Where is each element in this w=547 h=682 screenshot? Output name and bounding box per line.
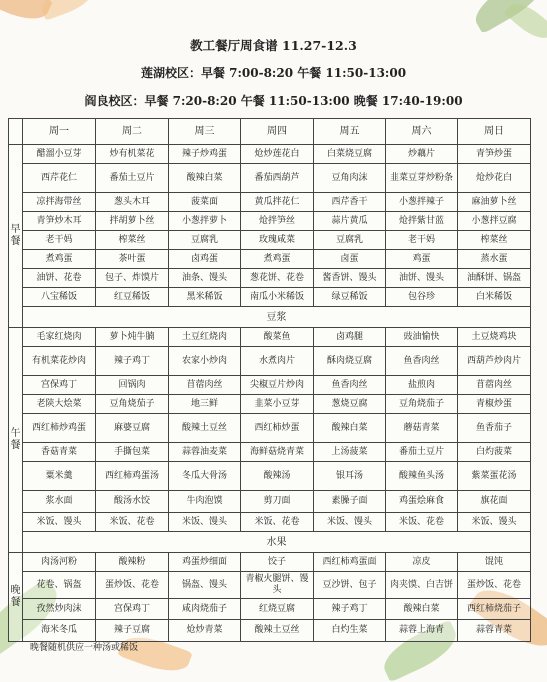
dish-cell: 番茄西葫芦 bbox=[241, 164, 314, 193]
dish-cell: 油饼、馒头 bbox=[386, 269, 458, 288]
dish-cell: 咸肉烧茄子 bbox=[169, 599, 241, 620]
dish-cell: 青椒炒蛋 bbox=[458, 395, 531, 414]
dish-cell: 青笋炒蛋 bbox=[458, 145, 531, 164]
dish-cell: 西芹花仁 bbox=[23, 164, 96, 193]
dish-cell: 青笋炒木耳 bbox=[23, 212, 96, 231]
dish-cell: 酸辣白菜 bbox=[169, 164, 241, 193]
breakfast-row bbox=[9, 231, 531, 250]
lunch-row bbox=[9, 328, 531, 347]
leaf-decoration bbox=[38, 0, 98, 21]
lunch-row bbox=[9, 513, 531, 532]
dish-cell: 孜然炒肉沫 bbox=[23, 599, 96, 620]
dish-cell: 米饭、花卷 bbox=[241, 513, 314, 532]
dish-cell: 韭菜豆芽炒粉条 bbox=[386, 164, 458, 193]
lunch-row bbox=[9, 491, 531, 513]
dish-cell: 青椒火腿饼、馒头 bbox=[241, 572, 314, 599]
dish-cell: 冬瓜大骨汤 bbox=[169, 462, 241, 491]
dish-cell: 萝卜炖牛腩 bbox=[96, 328, 169, 347]
dinner-row bbox=[9, 572, 531, 599]
breakfast-label: 早餐 bbox=[9, 145, 23, 328]
dish-cell: 西红柿炒鸡蛋 bbox=[23, 414, 96, 443]
breakfast-row bbox=[9, 250, 531, 269]
dish-cell: 苜蓿肉丝 bbox=[169, 376, 241, 395]
dish-cell: 米饭、馒头 bbox=[458, 513, 531, 532]
dinner-label: 晚餐 bbox=[9, 553, 23, 642]
dish-cell: 鱼香肉丝 bbox=[386, 347, 458, 376]
dish-cell: 南瓜小米稀饭 bbox=[241, 288, 314, 307]
dish-cell: 豉油愉快 bbox=[386, 328, 458, 347]
dish-cell: 麻油萝卜丝 bbox=[458, 193, 531, 212]
dish-cell: 炝拌紫甘蓝 bbox=[386, 212, 458, 231]
lunch-label: 午餐 bbox=[9, 328, 23, 553]
dish-cell: 辣子炒鸡蛋 bbox=[169, 145, 241, 164]
dish-cell: 辣子豆腐 bbox=[96, 620, 169, 642]
table-header-row bbox=[9, 119, 531, 145]
corner-cell bbox=[9, 119, 23, 145]
dish-cell: 银耳汤 bbox=[314, 462, 386, 491]
dish-cell: 紫菜蛋花汤 bbox=[458, 462, 531, 491]
day-header: 周日 bbox=[458, 119, 531, 145]
dish-cell: 豆腐乳 bbox=[314, 231, 386, 250]
dish-cell: 蒜片黄瓜 bbox=[314, 212, 386, 231]
dish-cell: 馄饨 bbox=[458, 553, 531, 572]
dish-cell: 酱香饼、馒头 bbox=[314, 269, 386, 288]
lunch-row bbox=[9, 376, 531, 395]
dish-cell: 凉拌海带丝 bbox=[23, 193, 96, 212]
breakfast-row bbox=[9, 288, 531, 307]
dish-cell: 韭菜小豆芽 bbox=[241, 395, 314, 414]
dish-cell: 盐煎肉 bbox=[386, 376, 458, 395]
dish-cell: 鱼香茄子 bbox=[458, 414, 531, 443]
dish-cell: 土豆红烧肉 bbox=[169, 328, 241, 347]
dish-cell: 手撕包菜 bbox=[96, 443, 169, 462]
dish-cell: 西红柿烧茄子 bbox=[458, 599, 531, 620]
dish-cell: 绿豆稀饭 bbox=[314, 288, 386, 307]
dish-cell: 油酥饼、锅盔 bbox=[458, 269, 531, 288]
dish-cell: 素臊子面 bbox=[314, 491, 386, 513]
dish-cell: 榨菜丝 bbox=[96, 231, 169, 250]
dish-cell: 西葫芦炒肉片 bbox=[458, 347, 531, 376]
dish-cell: 葱头木耳 bbox=[96, 193, 169, 212]
campus-yanliang-hours: 阎良校区：早餐 7:20-8:20 午餐 11:50-13:00 晚餐 17:40-19:00 bbox=[84, 94, 463, 108]
lunch-row bbox=[9, 462, 531, 491]
dish-cell: 麻婆豆腐 bbox=[96, 414, 169, 443]
dish-cell: 辣子鸡丁 bbox=[314, 599, 386, 620]
dish-cell: 毛家红烧肉 bbox=[23, 328, 96, 347]
dish-cell: 蛋炒饭、花卷 bbox=[96, 572, 169, 599]
dish-cell: 宫保鸡丁 bbox=[96, 599, 169, 620]
header bbox=[0, 34, 547, 114]
dish-cell: 浆水面 bbox=[23, 491, 96, 513]
dish-cell: 八宝稀饭 bbox=[23, 288, 96, 307]
dish-cell: 土豆烧鸡块 bbox=[458, 328, 531, 347]
dish-cell: 酸辣白菜 bbox=[386, 599, 458, 620]
dish-cell: 菠菜面 bbox=[169, 193, 241, 212]
dish-cell: 白灼生菜 bbox=[314, 620, 386, 642]
weekly-menu-table bbox=[8, 118, 531, 642]
dish-cell: 海米冬瓜 bbox=[23, 620, 96, 642]
dish-cell: 老干妈 bbox=[386, 231, 458, 250]
dish-cell: 玫瑰咸菜 bbox=[241, 231, 314, 250]
breakfast-row bbox=[9, 145, 531, 164]
dish-cell: 炝炒莲花白 bbox=[241, 145, 314, 164]
dish-cell: 蘑菇青菜 bbox=[386, 414, 458, 443]
dish-cell: 炒藕片 bbox=[386, 145, 458, 164]
dish-cell: 鸡蛋 bbox=[386, 250, 458, 269]
dish-cell: 辣子鸡丁 bbox=[96, 347, 169, 376]
drink-cell: 豆浆 bbox=[23, 307, 531, 328]
dish-cell: 米饭、馒头 bbox=[169, 513, 241, 532]
dish-cell: 卤鸡蛋 bbox=[169, 250, 241, 269]
dish-cell: 煮鸡蛋 bbox=[241, 250, 314, 269]
dish-cell: 包谷珍 bbox=[386, 288, 458, 307]
lunch-row bbox=[9, 395, 531, 414]
dish-cell: 白米稀饭 bbox=[458, 288, 531, 307]
dish-cell: 西红柿鸡蛋面 bbox=[314, 553, 386, 572]
dish-cell: 葱花饼、花卷 bbox=[241, 269, 314, 288]
dish-cell: 鸡蛋烩麻食 bbox=[386, 491, 458, 513]
dish-cell: 豆腐乳 bbox=[169, 231, 241, 250]
dish-cell: 红豆稀饭 bbox=[96, 288, 169, 307]
dish-cell: 葱烧豆腐 bbox=[314, 395, 386, 414]
dish-cell: 西芹香干 bbox=[314, 193, 386, 212]
dinner-row bbox=[9, 553, 531, 572]
dish-cell: 榨菜丝 bbox=[458, 231, 531, 250]
fruit-row bbox=[9, 532, 531, 553]
dish-cell: 蒜蓉青菜 bbox=[458, 620, 531, 642]
dish-cell: 煮鸡蛋 bbox=[23, 250, 96, 269]
dish-cell: 油饼、花卷 bbox=[23, 269, 96, 288]
dish-cell: 酸辣土豆丝 bbox=[169, 414, 241, 443]
breakfast-row bbox=[9, 212, 531, 231]
day-header: 周六 bbox=[386, 119, 458, 145]
dish-cell: 黑米稀饭 bbox=[169, 288, 241, 307]
dish-cell: 水煮肉片 bbox=[241, 347, 314, 376]
dish-cell: 醋溜小豆芽 bbox=[23, 145, 96, 164]
dish-cell: 小葱拌豆腐 bbox=[458, 212, 531, 231]
dish-cell: 酸辣粉 bbox=[96, 553, 169, 572]
dish-cell: 米饭、花卷 bbox=[386, 513, 458, 532]
dish-cell: 番茄土豆片 bbox=[386, 443, 458, 462]
drink-row bbox=[9, 307, 531, 328]
dish-cell: 拌胡萝卜丝 bbox=[96, 212, 169, 231]
dish-cell: 香菇青菜 bbox=[23, 443, 96, 462]
dish-cell: 红烧豆腐 bbox=[241, 599, 314, 620]
menu-title: 教工餐厅周食谱 11.27-12.3 bbox=[190, 38, 357, 53]
dish-cell: 酥肉烧豆腐 bbox=[314, 347, 386, 376]
dish-cell: 卤鸡腿 bbox=[314, 328, 386, 347]
fruit-cell: 水果 bbox=[23, 532, 531, 553]
dish-cell: 白菜烧豆腐 bbox=[314, 145, 386, 164]
dish-cell: 蒸水蛋 bbox=[458, 250, 531, 269]
day-header: 周四 bbox=[241, 119, 314, 145]
dish-cell: 黄瓜拌花仁 bbox=[241, 193, 314, 212]
dish-cell: 豆角烧茄子 bbox=[96, 395, 169, 414]
campus-lianhu-hours: 莲湖校区：早餐 7:00-8:20 午餐 11:50-13:00 bbox=[140, 66, 407, 80]
dish-cell: 凉皮 bbox=[386, 553, 458, 572]
lunch-row bbox=[9, 414, 531, 443]
dish-cell: 鸡蛋炒细面 bbox=[169, 553, 241, 572]
dish-cell: 宫保鸡丁 bbox=[23, 376, 96, 395]
dish-cell: 炝拌笋丝 bbox=[241, 212, 314, 231]
dish-cell: 包子、炸馍片 bbox=[96, 269, 169, 288]
breakfast-row bbox=[9, 269, 531, 288]
dinner-row bbox=[9, 620, 531, 642]
day-header: 周五 bbox=[314, 119, 386, 145]
dish-cell: 米饭、馒头 bbox=[314, 513, 386, 532]
dish-cell: 鱼香肉丝 bbox=[314, 376, 386, 395]
footnote: 晚餐随机供应一种汤或稀饭 bbox=[30, 643, 139, 653]
dish-cell: 牛肉泡馍 bbox=[169, 491, 241, 513]
dish-cell: 蛋炒饭、花卷 bbox=[458, 572, 531, 599]
breakfast-row bbox=[9, 164, 531, 193]
dish-cell: 米饭、花卷 bbox=[96, 513, 169, 532]
dish-cell: 回锅肉 bbox=[96, 376, 169, 395]
dish-cell: 西红柿鸡蛋汤 bbox=[96, 462, 169, 491]
dish-cell: 酸辣鱼头汤 bbox=[386, 462, 458, 491]
dish-cell: 苜蓿肉丝 bbox=[458, 376, 531, 395]
dish-cell: 小葱拌萝卜 bbox=[169, 212, 241, 231]
dish-cell: 炒有机菜花 bbox=[96, 145, 169, 164]
breakfast-row bbox=[9, 193, 531, 212]
dish-cell: 饺子 bbox=[241, 553, 314, 572]
day-header: 周一 bbox=[23, 119, 96, 145]
dish-cell: 豆沙饼、包子 bbox=[314, 572, 386, 599]
dish-cell: 花卷、锅盔 bbox=[23, 572, 96, 599]
dish-cell: 米饭、馒头 bbox=[23, 513, 96, 532]
dish-cell: 豆角肉沫 bbox=[314, 164, 386, 193]
dish-cell: 锅盔、馒头 bbox=[169, 572, 241, 599]
dish-cell: 有机菜花炒肉 bbox=[23, 347, 96, 376]
dish-cell: 炝炒花白 bbox=[458, 164, 531, 193]
dish-cell: 老陕大烩菜 bbox=[23, 395, 96, 414]
dish-cell: 酸辣土豆丝 bbox=[241, 620, 314, 642]
dish-cell: 炝炒青菜 bbox=[169, 620, 241, 642]
dish-cell: 卤蛋 bbox=[314, 250, 386, 269]
dish-cell: 尖椒豆片炒肉 bbox=[241, 376, 314, 395]
dish-cell: 酸汤水饺 bbox=[96, 491, 169, 513]
dish-cell: 白灼菠菜 bbox=[458, 443, 531, 462]
lunch-row bbox=[9, 443, 531, 462]
dish-cell: 肉汤河粉 bbox=[23, 553, 96, 572]
dish-cell: 农家小炒肉 bbox=[169, 347, 241, 376]
dish-cell: 剪刀面 bbox=[241, 491, 314, 513]
dish-cell: 蒜蓉油麦菜 bbox=[169, 443, 241, 462]
dish-cell: 豆角烧茄子 bbox=[386, 395, 458, 414]
dish-cell: 番茄土豆片 bbox=[96, 164, 169, 193]
day-header: 周二 bbox=[96, 119, 169, 145]
dish-cell: 茶叶蛋 bbox=[96, 250, 169, 269]
dish-cell: 西红柿炒蛋 bbox=[241, 414, 314, 443]
dinner-row bbox=[9, 599, 531, 620]
dish-cell: 上汤菠菜 bbox=[314, 443, 386, 462]
dish-cell: 旗花面 bbox=[458, 491, 531, 513]
dish-cell: 油条、馒头 bbox=[169, 269, 241, 288]
lunch-row bbox=[9, 347, 531, 376]
dish-cell: 蒜蓉上海青 bbox=[386, 620, 458, 642]
dish-cell: 肉夹馍、白吉饼 bbox=[386, 572, 458, 599]
dish-cell: 酸辣汤 bbox=[241, 462, 314, 491]
day-header: 周三 bbox=[169, 119, 241, 145]
dish-cell: 酸辣白菜 bbox=[314, 414, 386, 443]
dish-cell: 酸菜鱼 bbox=[241, 328, 314, 347]
dish-cell: 粟米羹 bbox=[23, 462, 96, 491]
dish-cell: 老干妈 bbox=[23, 231, 96, 250]
dish-cell: 小葱拌辣子 bbox=[386, 193, 458, 212]
dish-cell: 地三鲜 bbox=[169, 395, 241, 414]
dish-cell: 海鲜菇烧青菜 bbox=[241, 443, 314, 462]
